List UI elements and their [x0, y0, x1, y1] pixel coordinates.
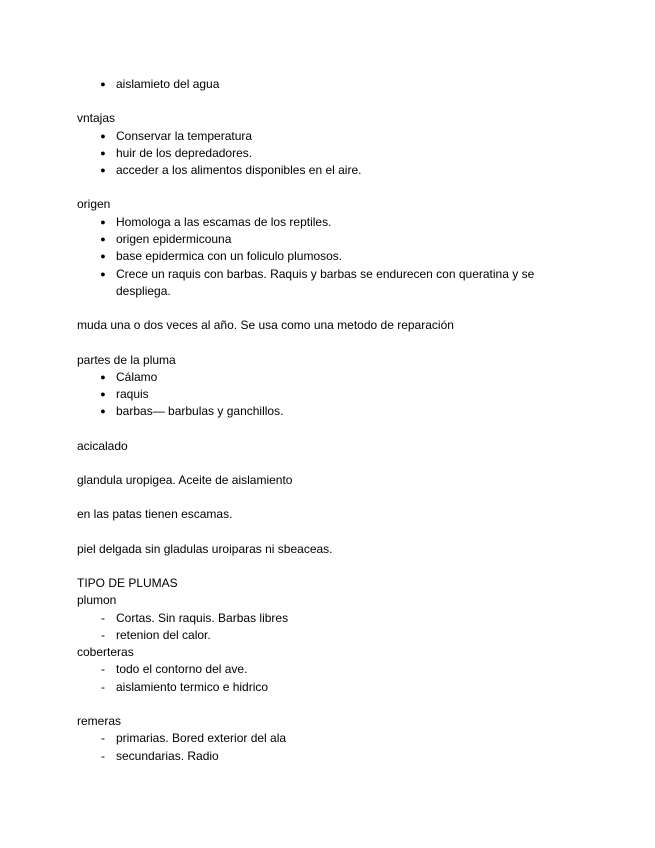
coberteras-list: [77, 661, 577, 696]
list-item-text: barbas— barbulas y ganchillos.: [116, 404, 284, 419]
muda-paragraph: muda una o dos veces al año. Se usa como una metodo de reparación: [77, 318, 454, 333]
origen-list: [77, 214, 577, 300]
list-item: [77, 627, 577, 644]
bullet-icon: ●: [100, 389, 106, 400]
dash-icon: -: [101, 662, 105, 677]
list-item-text: raquis: [116, 387, 149, 402]
list-item-text: Cálamo: [116, 369, 158, 384]
dash-icon: -: [101, 610, 105, 625]
bullet-icon: ●: [100, 371, 106, 382]
list-item-text: retenion del calor.: [116, 627, 211, 642]
list-item-text: acceder a los alimentos disponibles en el aire.: [116, 163, 362, 178]
list-item-text: primarias. Bored exterior del ala: [116, 731, 287, 746]
bullet-icon: ●: [100, 147, 106, 158]
bullet-icon: ●: [100, 268, 106, 279]
partes-heading: partes de la pluma: [77, 352, 176, 367]
dash-icon: -: [101, 679, 105, 694]
list-item-text: huir de los depredadores.: [116, 145, 253, 160]
list-item: [77, 403, 577, 420]
list-item-text: todo el contorno del ave.: [116, 662, 248, 677]
bullet-icon: ●: [100, 79, 106, 89]
list-item-text: origen epidermicouna: [116, 232, 232, 247]
remeras-list: [77, 730, 577, 765]
dash-icon: -: [101, 748, 105, 763]
list-item-text: Homologa a las escamas de los reptiles.: [116, 214, 332, 229]
patas-paragraph: en las patas tienen escamas.: [77, 507, 233, 522]
glandula-paragraph: glandula uropigea. Aceite de aislamiento: [77, 473, 293, 488]
bullet-icon: ●: [100, 216, 106, 227]
list-item-text: aislamieto del agua: [116, 77, 220, 91]
list-item: [77, 679, 577, 696]
list-item: [77, 231, 577, 248]
list-item: [77, 214, 577, 231]
document-page: [77, 76, 577, 765]
piel-paragraph: piel delgada sin gladulas uroiparas ni sbeaceas.: [77, 541, 333, 556]
list-item-text: Conservar la temperatura: [116, 128, 253, 143]
list-item: [77, 76, 577, 93]
list-item: [77, 730, 577, 747]
list-item-text: aislamiento termico e hidrico: [116, 679, 269, 694]
bullet-icon: ●: [100, 406, 106, 417]
list-item-text: base epidermica con un foliculo plumosos.: [116, 249, 343, 264]
list-item: [77, 386, 577, 403]
list-item: [77, 145, 577, 162]
partes-list: [77, 369, 577, 421]
list-item: [77, 162, 577, 179]
intro-list: [77, 76, 577, 93]
list-item: [77, 748, 577, 765]
coberteras-label: coberteras: [77, 645, 134, 660]
bullet-icon: ●: [100, 130, 106, 141]
dash-icon: -: [101, 627, 105, 642]
bullet-icon: ●: [100, 251, 106, 262]
list-item: [77, 128, 577, 145]
list-item: [77, 248, 577, 265]
plumon-label: plumon: [77, 593, 117, 608]
list-item: [77, 661, 577, 678]
bullet-icon: ●: [100, 165, 106, 176]
origen-heading: origen: [77, 197, 111, 212]
ventajas-heading: vntajas: [77, 111, 116, 126]
tipos-heading: TIPO DE PLUMAS: [77, 575, 178, 590]
acicalado-paragraph: acicalado: [77, 438, 128, 453]
dash-icon: -: [101, 731, 105, 746]
list-item: [77, 369, 577, 386]
list-item: [77, 266, 577, 301]
list-item-text: Cortas. Sin raquis. Barbas libres: [116, 610, 289, 625]
bullet-icon: ●: [100, 234, 106, 245]
list-item-text: Crece un raquis con barbas. Raquis y barbas se endurecen con queratina y se despliega.: [116, 266, 535, 298]
ventajas-list: [77, 128, 577, 180]
plumon-list: [77, 610, 577, 645]
remeras-label: remeras: [77, 714, 122, 729]
list-item: [77, 610, 577, 627]
list-item-text: secundarias. Radio: [116, 748, 219, 763]
